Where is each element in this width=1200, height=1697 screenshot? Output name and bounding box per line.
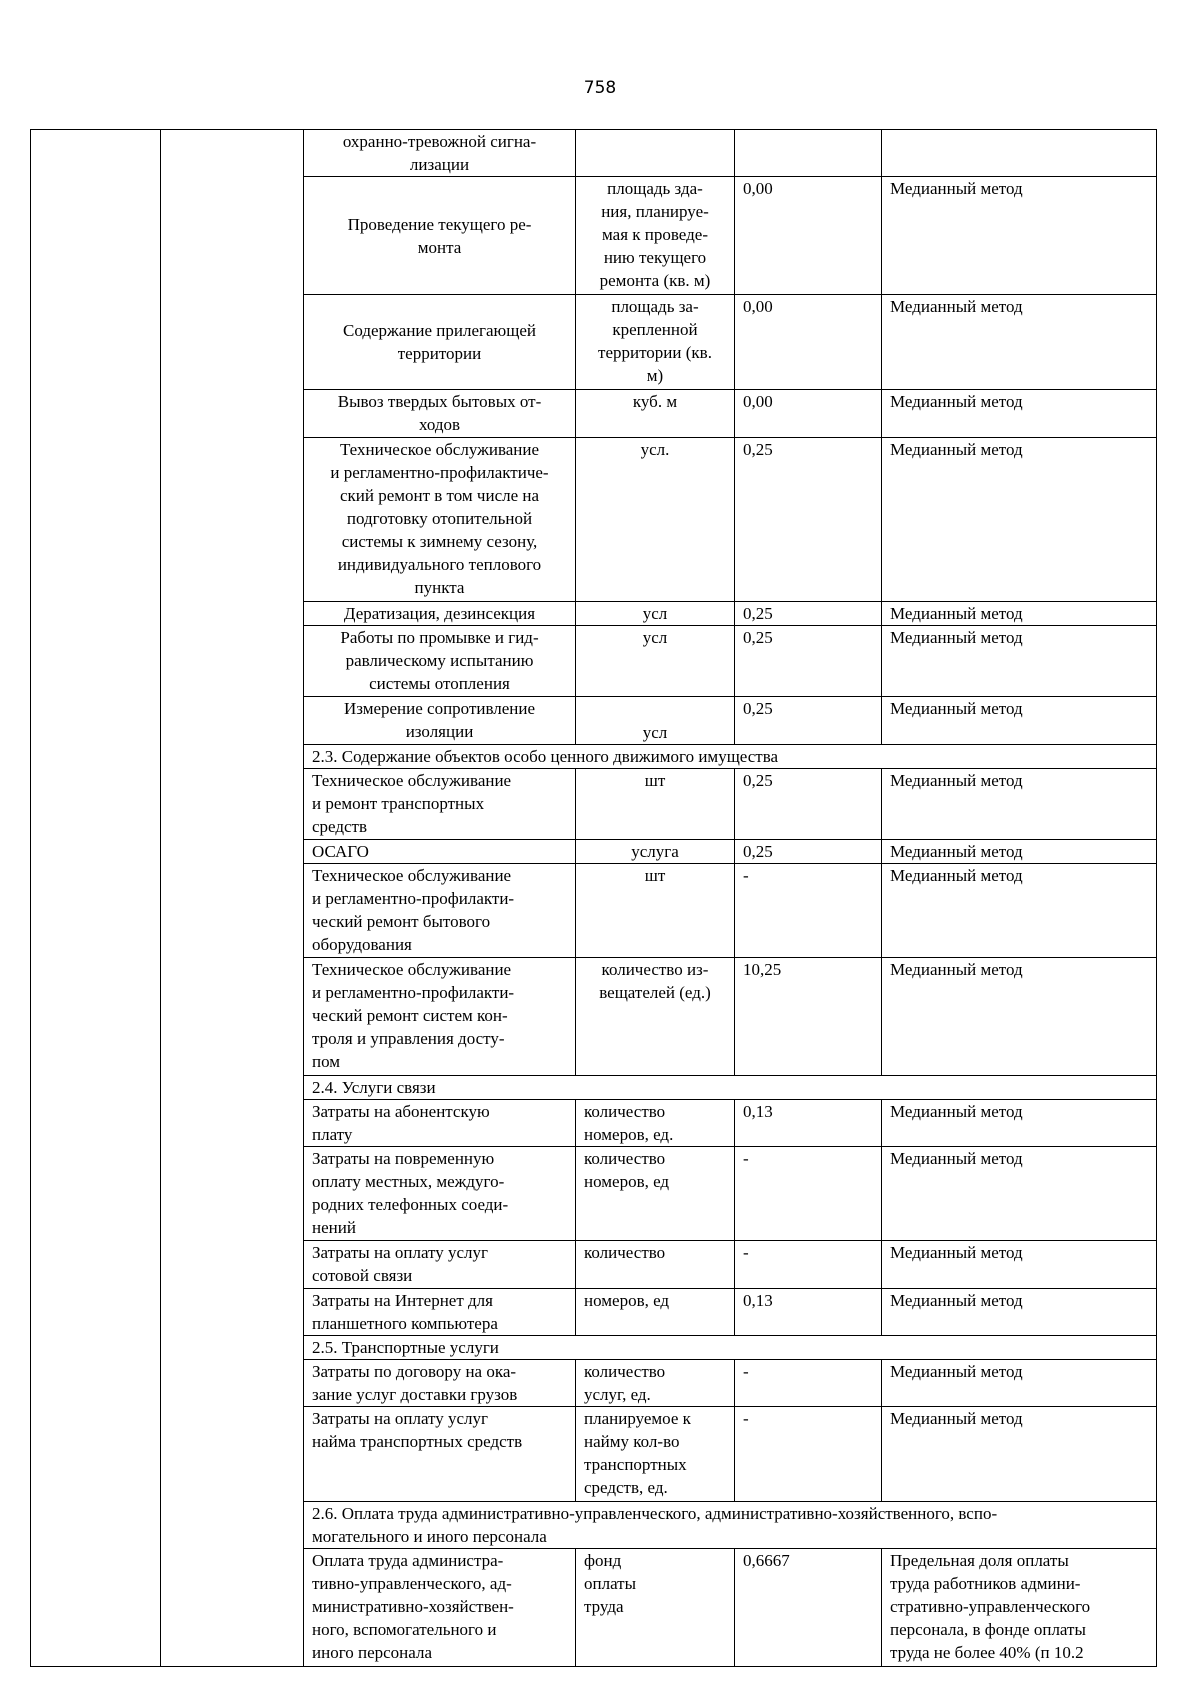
method-cell: Медианный метод xyxy=(882,1407,1157,1502)
unit-cell: количество из- вещателей (ед.) xyxy=(576,958,735,1076)
value-cell: 0,25 xyxy=(735,626,882,697)
method-cell: Медианный метод xyxy=(882,769,1157,840)
service-name: Техническое обслуживание и ремонт транспортных средств xyxy=(304,769,576,840)
value-cell: 0,6667 xyxy=(735,1549,882,1667)
method-cell: Медианный метод xyxy=(882,1100,1157,1147)
value-cell: 0,25 xyxy=(735,602,882,626)
unit-cell: номеров, ед xyxy=(576,1289,735,1336)
service-name: Дератизация, дезинсекция xyxy=(304,602,576,626)
service-name: Проведение текущего ре- монта xyxy=(304,177,576,295)
method-cell: Предельная доля оплаты труда работников админи- стративно-управленческого персонала, в фонде оплаты труда не более 40% (п 10.2 xyxy=(882,1549,1157,1667)
section-heading: 2.6. Оплата труда административно-управленческого, административно-хозяйственного, вспо- могательного и иного персонала xyxy=(304,1502,1157,1549)
method-cell: Медианный метод xyxy=(882,864,1157,958)
unit-cell: куб. м xyxy=(576,390,735,438)
section-heading: 2.5. Транспортные услуги xyxy=(304,1336,1157,1360)
method-cell: Медианный метод xyxy=(882,1360,1157,1407)
unit-cell: усл xyxy=(576,602,735,626)
blank-column-2 xyxy=(161,130,304,1667)
value-cell: 0,13 xyxy=(735,1289,882,1336)
value-cell: 0,25 xyxy=(735,697,882,745)
unit-cell: шт xyxy=(576,864,735,958)
service-name: Содержание прилегающей территории xyxy=(304,295,576,390)
service-name: Затраты на повременную оплату местных, междуго- родних телефонных соеди- нений xyxy=(304,1147,576,1241)
method-cell: Медианный метод xyxy=(882,602,1157,626)
service-name: Вывоз твердых бытовых от- ходов xyxy=(304,390,576,438)
method-cell: Медианный метод xyxy=(882,840,1157,864)
unit-cell: площадь за- крепленной территории (кв. м) xyxy=(576,295,735,390)
service-name: Измерение сопротивление изоляции xyxy=(304,697,576,745)
service-name: Затраты на абонентскую плату xyxy=(304,1100,576,1147)
unit-cell: усл xyxy=(576,626,735,697)
service-name: Техническое обслуживание и регламентно-профилакти- ческий ремонт бытового оборудования xyxy=(304,864,576,958)
method-cell: Медианный метод xyxy=(882,1241,1157,1289)
value-cell xyxy=(735,130,882,177)
value-cell: - xyxy=(735,864,882,958)
page-number: 758 xyxy=(583,78,617,98)
value-cell: 0,13 xyxy=(735,1100,882,1147)
section-heading: 2.4. Услуги связи xyxy=(304,1076,1157,1100)
section-heading: 2.3. Содержание объектов особо ценного движимого имущества xyxy=(304,745,1157,769)
unit-cell: количество номеров, ед. xyxy=(576,1100,735,1147)
value-cell: 0,00 xyxy=(735,295,882,390)
method-cell xyxy=(882,130,1157,177)
method-cell: Медианный метод xyxy=(882,295,1157,390)
service-name: ОСАГО xyxy=(304,840,576,864)
method-cell: Медианный метод xyxy=(882,697,1157,745)
service-name: Работы по промывке и гид- равлическому испытанию системы отопления xyxy=(304,626,576,697)
value-cell: 0,25 xyxy=(735,438,882,602)
method-cell: Медианный метод xyxy=(882,958,1157,1076)
value-cell: - xyxy=(735,1241,882,1289)
service-name: Затраты на Интернет для планшетного компьютера xyxy=(304,1289,576,1336)
blank-column-1 xyxy=(31,130,161,1667)
value-cell: 0,00 xyxy=(735,177,882,295)
unit-cell: площадь зда- ния, планируе- мая к проведе- нию текущего ремонта (кв. м) xyxy=(576,177,735,295)
unit-cell: фонд оплаты труда xyxy=(576,1549,735,1667)
value-cell: - xyxy=(735,1147,882,1241)
service-name: охранно-тревожной сигна- лизации xyxy=(304,130,576,177)
service-name: Техническое обслуживание и регламентно-профилактиче- ский ремонт в том числе на подготовку отопительной системы к зимнему сезону, индивидуального теплового пункта xyxy=(304,438,576,602)
unit-cell: усл. xyxy=(576,438,735,602)
value-cell: 0,00 xyxy=(735,390,882,438)
table-row xyxy=(31,130,1157,177)
unit-cell: количество услуг, ед. xyxy=(576,1360,735,1407)
service-name: Затраты на оплату услуг найма транспортных средств xyxy=(304,1407,576,1502)
unit-cell xyxy=(576,130,735,177)
unit-cell: шт xyxy=(576,769,735,840)
service-name: Затраты по договору на ока- зание услуг доставки грузов xyxy=(304,1360,576,1407)
service-name: Техническое обслуживание и регламентно-профилакти- ческий ремонт систем кон- троля и управления досту- пом xyxy=(304,958,576,1076)
unit-cell: планируемое к найму кол-во транспортных средств, ед. xyxy=(576,1407,735,1502)
value-cell: - xyxy=(735,1407,882,1502)
unit-cell: усл xyxy=(576,697,735,745)
service-name: Оплата труда администра- тивно-управленческого, ад- министративно-хозяйствен- ного, вспомогательного и иного персонала xyxy=(304,1549,576,1667)
cost-norms-table xyxy=(30,129,1157,1667)
value-cell: 0,25 xyxy=(735,840,882,864)
service-name: Затраты на оплату услуг сотовой связи xyxy=(304,1241,576,1289)
unit-cell: услуга xyxy=(576,840,735,864)
unit-cell: количество xyxy=(576,1241,735,1289)
value-cell: - xyxy=(735,1360,882,1407)
unit-cell: количество номеров, ед xyxy=(576,1147,735,1241)
method-cell: Медианный метод xyxy=(882,438,1157,602)
method-cell: Медианный метод xyxy=(882,177,1157,295)
method-cell: Медианный метод xyxy=(882,1147,1157,1241)
method-cell: Медианный метод xyxy=(882,390,1157,438)
value-cell: 10,25 xyxy=(735,958,882,1076)
value-cell: 0,25 xyxy=(735,769,882,840)
method-cell: Медианный метод xyxy=(882,626,1157,697)
method-cell: Медианный метод xyxy=(882,1289,1157,1336)
